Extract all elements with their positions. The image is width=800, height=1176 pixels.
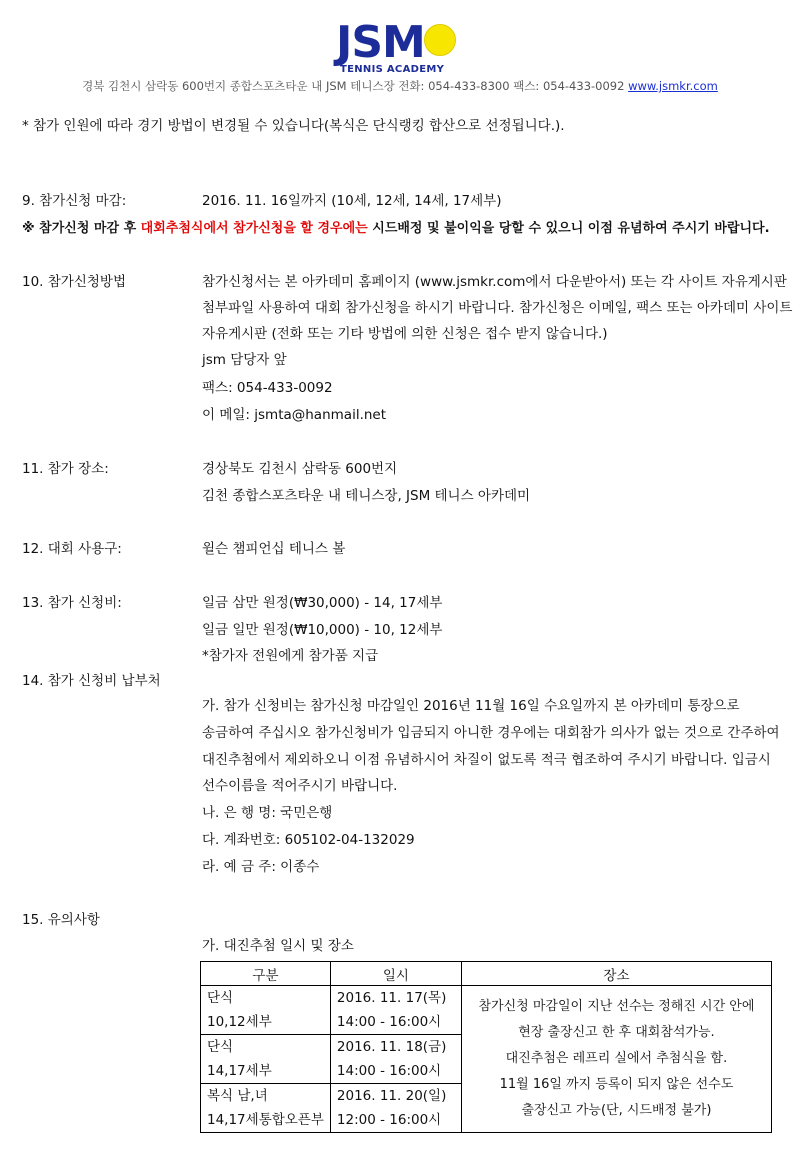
division-line: 복식 남,녀: [207, 1088, 268, 1104]
sec11-line: 김천 종합스포츠타운 내 테니스장, JSM 테니스 아카데미: [202, 488, 531, 504]
sec11-line: 경상북도 김천시 삼락동 600번지: [202, 461, 398, 477]
sec9-warning-post: 시드배정 및 불이익을 당할 수 있으니 이점 유념하여 주시기 바랍니다.: [367, 221, 770, 236]
contact-text: 경북 김천시 삼락동 600번지 종합스포츠타운 내 JSM 테니스장 전화: 054-433-8300 팩스: 054-433-0092: [82, 79, 629, 93]
place-line: 출장신고 가능(단, 시드배정 불가): [521, 1103, 712, 1118]
sec13-label: 13. 참가 신청비:: [22, 595, 122, 611]
tennis-ball-icon: [424, 24, 456, 56]
datetime-cell: [330, 1035, 461, 1084]
sec9-warning-pre: ※ 참가신청 마감 후: [22, 221, 141, 236]
sec14-line: 다. 계좌번호: 605102-04-132029: [202, 832, 415, 848]
division-line: 10,12세부: [207, 1014, 272, 1030]
table-row: [201, 986, 772, 1035]
sec10-line: 자유게시판 (전화 또는 기타 방법에 의한 신청은 접수 받지 않습니다.): [202, 326, 608, 342]
header-division: 구분: [201, 962, 331, 986]
time-line: 14:00 - 16:00시: [336, 1063, 442, 1079]
website-link[interactable]: www.jsmkr.com: [628, 79, 718, 93]
sec15-subtitle: 가. 대진추첨 일시 및 장소: [202, 938, 354, 954]
draw-schedule-table: [200, 961, 772, 1133]
sec14-line: 대진추첨에서 제외하오니 이점 유념하시어 차질이 없도록 적극 협조하여 주시기 바랍니다. 입금시: [202, 752, 771, 768]
sec14-label: 14. 참가 신청비 납부처: [22, 673, 161, 689]
division-line: 단식: [207, 990, 234, 1006]
table-header-row: [201, 962, 772, 986]
sec13-line: *참가자 전원에게 참가품 지급: [202, 648, 379, 664]
datetime-cell: [330, 986, 461, 1035]
sec13-line: 일금 삼만 원정(₩30,000) - 14, 17세부: [202, 595, 443, 611]
note-top: * 참가 인원에 따라 경기 방법이 변경될 수 있습니다(복식은 단식랭킹 합산으로 선정됩니다.).: [22, 118, 565, 134]
sec10-line: 참가신청서는 본 아카데미 홈페이지 (www.jsmkr.com에서 다운받아서) 또는 각 사이트 자유게시판: [202, 274, 787, 290]
header-datetime: 일시: [330, 962, 461, 986]
division-line: 14,17세통합오픈부: [207, 1112, 324, 1128]
sec10-line: 첨부파일 사용하여 대회 참가신청을 하시기 바랍니다. 참가신청은 이메일, 팩스 또는 아카데미 사이트: [202, 300, 793, 316]
contact-line: [0, 78, 800, 94]
sec14-line: 송금하여 주십시오 참가신청비가 입금되지 아니한 경우에는 대회참가 의사가 없는 것으로 간주하여: [202, 725, 780, 741]
date-line: 2016. 11. 17(목): [336, 990, 447, 1006]
letterhead: [0, 0, 800, 100]
logo-subtitle: TENNIS ACADEMY: [340, 64, 445, 75]
date-line: 2016. 11. 18(금): [336, 1039, 447, 1055]
division-cell: [201, 1084, 331, 1133]
sec9-value: 2016. 11. 16일까지 (10세, 12세, 14세, 17세부): [202, 193, 502, 209]
datetime-cell: [330, 1084, 461, 1133]
sec9-warning-red: 대회추첨식에서 참가신청을 할 경우에는: [140, 221, 368, 236]
sec14-line: 나. 은 행 명: 국민은행: [202, 805, 333, 821]
time-line: 14:00 - 16:00시: [336, 1014, 442, 1030]
division-cell: [201, 1035, 331, 1084]
sec15-label: 15. 유의사항: [22, 912, 100, 928]
sec13-line: 일금 일만 원정(₩10,000) - 10, 12세부: [202, 622, 443, 638]
date-line: 2016. 11. 20(일): [336, 1088, 447, 1104]
sec11-label: 11. 참가 장소:: [22, 461, 109, 477]
sec9-warning: [22, 219, 770, 239]
sec10-line: jsm 담당자 앞: [202, 352, 287, 368]
time-line: 12:00 - 16:00시: [336, 1112, 442, 1128]
sec10-line: 이 메일: jsmta@hanmail.net: [202, 407, 387, 423]
place-line: 현장 출장신고 한 후 대회참석가능.: [518, 1025, 715, 1040]
sec14-line: 선수이름을 적어주시기 바랍니다.: [202, 778, 398, 794]
place-line: 참가신청 마감일이 지난 선수는 정해진 시간 안에: [478, 999, 755, 1014]
division-cell: [201, 986, 331, 1035]
place-line: 대진추첨은 레프리 실에서 추첨식을 함.: [505, 1051, 728, 1066]
division-line: 단식: [207, 1039, 234, 1055]
sec12-value: 윌슨 챔피언십 테니스 볼: [202, 541, 346, 557]
sec10-line: 팩스: 054-433-0092: [202, 380, 333, 396]
sec9-label: 9. 참가신청 마감:: [22, 193, 127, 209]
sec14-line: 라. 예 금 주: 이종수: [202, 859, 320, 875]
sec14-line: 가. 참가 신청비는 참가신청 마감일인 2016년 11월 16일 수요일까지 본 아카데미 통장으로: [202, 698, 740, 714]
sec12-label: 12. 대회 사용구:: [22, 541, 122, 557]
division-line: 14,17세부: [207, 1063, 272, 1079]
sec10-label: 10. 참가신청방법: [22, 274, 127, 290]
place-line: 11월 16일 까지 등록이 되지 않은 선수도: [499, 1077, 734, 1092]
jsm-logo: [300, 17, 490, 75]
header-place: 장소: [461, 962, 771, 986]
logo-text: JSM: [336, 17, 425, 68]
place-cell: [461, 986, 771, 1133]
